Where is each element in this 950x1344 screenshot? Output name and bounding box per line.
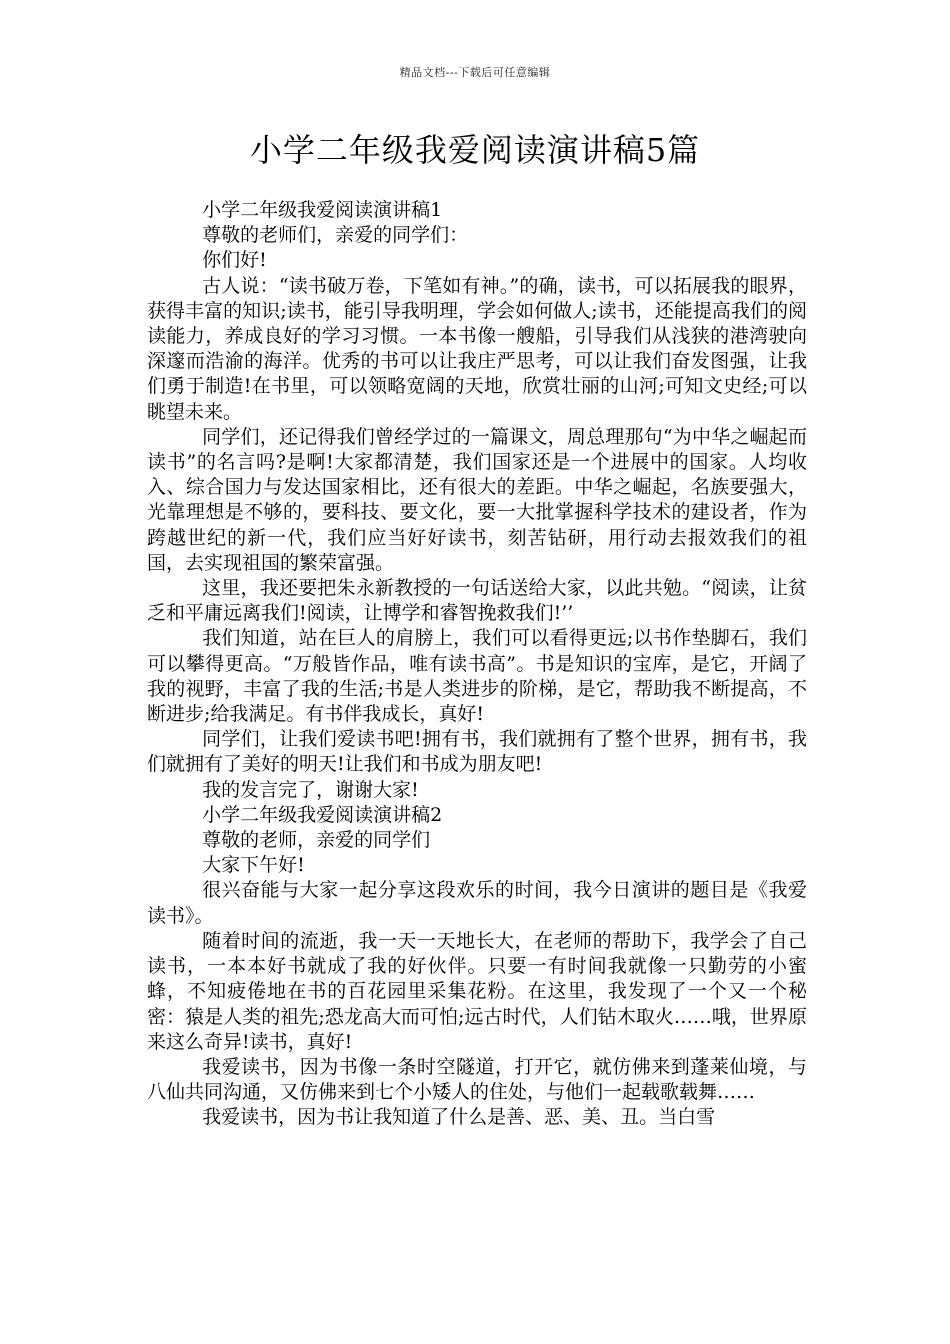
- document-body: [147, 198, 807, 1131]
- paragraph: 很兴奋能与大家一起分享这段欢乐的时间，我今日演讲的题目是《我爱读书》。: [147, 879, 807, 927]
- paragraph: 我的发言完了，谢谢大家!: [202, 778, 419, 801]
- header-note: 精品文档---下载后可任意编辑: [399, 66, 551, 79]
- paragraph: 我们知道，站在巨人的肩膀上，我们可以看得更远;以书作垫脚石，我们可以攀得更高。“万般皆作品，唯有读书高”。书是知识的宝库，是它，开阔了我的视野，丰富了我的生活;书是人类进步的阶梯，是它，帮助我不断提高，不断进步;给我满足。有书伴我成长，真好!: [147, 627, 807, 726]
- paragraph: 古人说：“读书破万卷，下笔如有神。”的确，读书，可以拓展我的眼界，获得丰富的知识;读书，能引导我明理，学会如何做人;读书，还能提高我们的阅读能力，养成良好的学习习惯。一本书像一艘船，引导我们从浅狭的港湾驶向深邃而浩渝的海洋。优秀的书可以让我庄严思考，可以让我们奋发图强，让我们勇于制造!在书里，可以领略宽阔的天地，欣赏壮丽的山河;可知文史经;可以眺望未来。: [147, 274, 807, 423]
- paragraph: 小学二年级我爱阅读演讲稿2: [202, 803, 443, 826]
- paragraph: 同学们，还记得我们曾经学过的一篇课文，周总理那句“为中华之崛起而读书”的名言吗?是啊!大家都清楚，我们国家还是一个进展中的国家。人均收入、综合国力与发达国家相比，还有很大的差距。中华之崛起，名族要强大，光靠理想是不够的，要科技、要文化，要一大批掌握科学技术的建设者，作为跨越世纪的新一代，我们应当好好读书，刻苦钻研，用行动去报效我们的祖国，去实现祖国的繁荣富强。: [147, 425, 807, 574]
- paragraph: 这里，我还要把朱永新教授的一句话送给大家，以此共勉。“阅读，让贫乏和平庸远离我们!阅读，让博学和睿智挽救我们!’’: [147, 577, 807, 625]
- paragraph: 大家下午好!: [202, 854, 305, 877]
- paragraph: 我爱读书，因为书像一条时空隧道，打开它，就仿佛来到蓬莱仙境，与八仙共同沟通，又仿佛来到七个小矮人的住处，与他们一起载歌载舞……: [147, 1055, 807, 1104]
- paragraph: 随着时间的流逝，我一天一天地长大，在老师的帮助下，我学会了自己读书，一本本好书就成了我的好伙伴。只要一有时间我就像一只勤劳的小蜜蜂，不知疲倦地在书的百花园里采集花粉。在这里，我发现了一个又一个秘密：猿是人类的祖先;恐龙高大而可怕;远古时代，人们钻木取火……哦，世界原来这么奇异!读书，真好!: [147, 929, 807, 1053]
- paragraph: 尊敬的老师们，亲爱的同学们：: [202, 224, 469, 247]
- paragraph: 我爱读书，因为书让我知道了什么是善、恶、美、丑。当白雪: [202, 1106, 716, 1129]
- paragraph: 尊敬的老师，亲爱的同学们: [202, 829, 431, 852]
- paragraph: 同学们，让我们爱读书吧!拥有书，我们就拥有了整个世界，拥有书，我们就拥有了美好的明天!让我们和书成为朋友吧!: [147, 728, 807, 776]
- document-title: 小学二年级我爱阅读演讲稿5篇: [249, 131, 701, 169]
- paragraph: 小学二年级我爱阅读演讲稿1: [202, 199, 443, 221]
- paragraph: 你们好!: [202, 249, 267, 272]
